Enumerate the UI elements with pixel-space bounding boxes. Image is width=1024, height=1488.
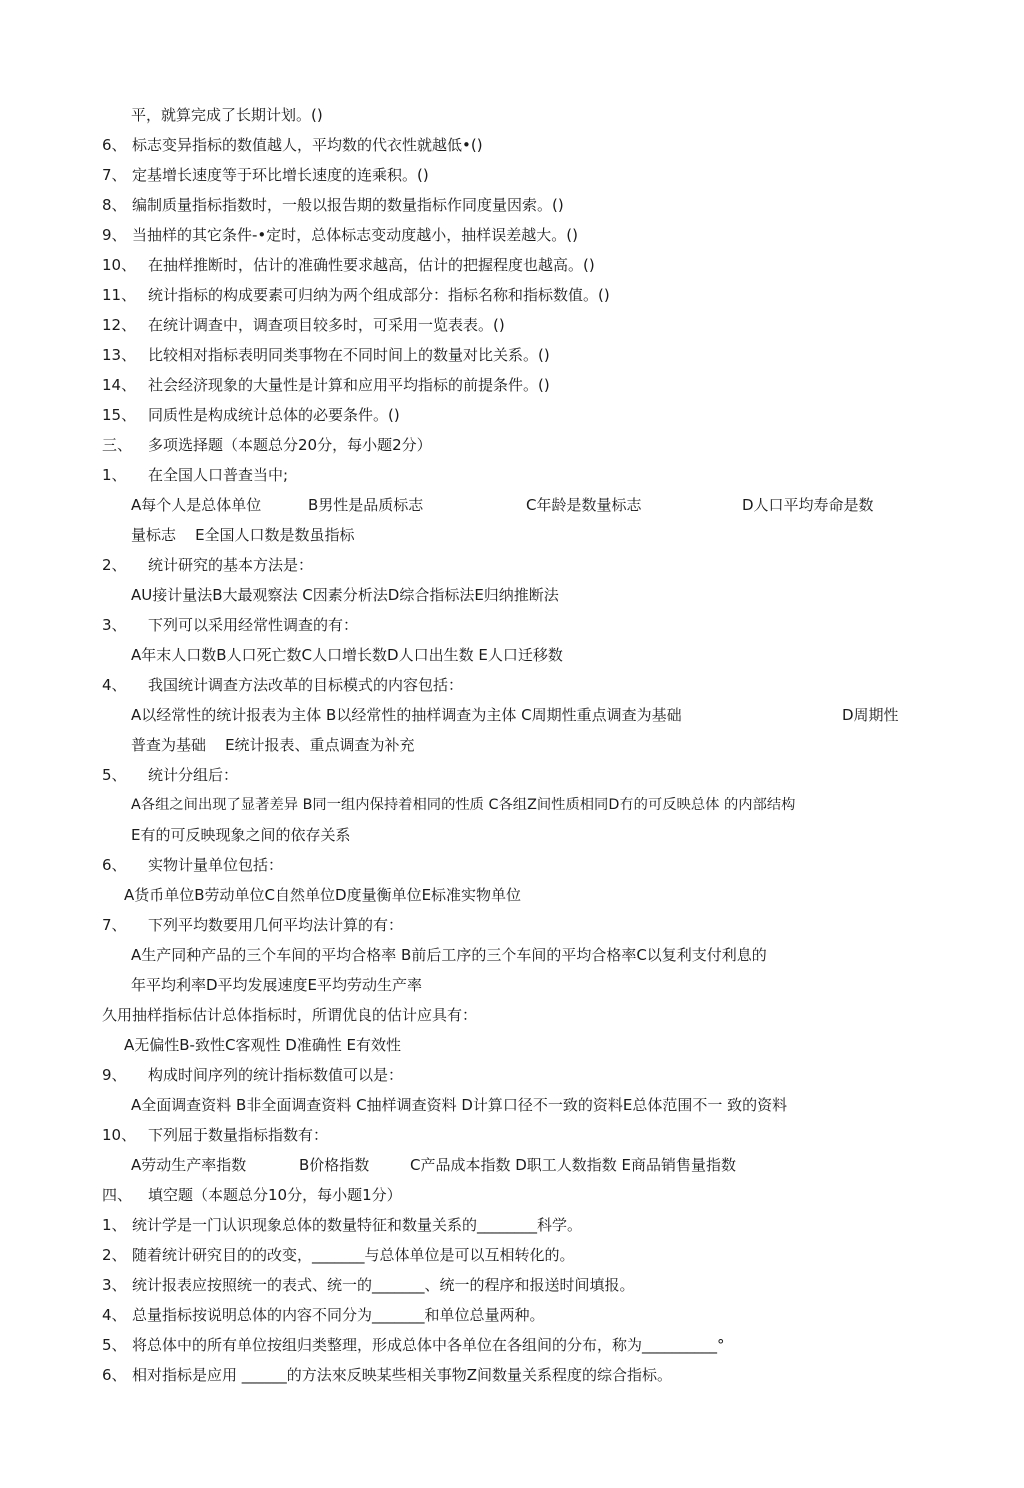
fill-item-4: 4、 总量指标按说明总体的内容不同分为_______和单位总量两种。 [102,1306,545,1324]
mc-q4-option-d: D周期性 [842,706,899,724]
mc-q7-continuation: 年平均利率D平均发展速度E平均劳动生产率 [131,976,423,994]
mc-q1-option-b: B男性是品质标志 [308,496,424,514]
tf-item-6: 6、 标志变异指标的数值越人，平均数的代衣性就越低•() [102,136,483,154]
section-heading-fill-in: 四、 填空题（本题总分10分，每小题1分） [102,1186,402,1204]
mc-q10-option-a: A劳动生产率指数 [131,1156,247,1174]
mc-q4-stem: 4、 我国统计调查方法改革的目标模式的内容包括： [102,676,464,694]
fill-item-1: 1、 统计学是一门认识现象总体的数量特征和数量关系的________科学。 [102,1216,583,1234]
tf-item-7: 7、 定基增长速度等于环比增长速度的连乘积。() [102,166,429,184]
mc-q10-options-cde: C产品成本指数 D职工人数指数 E商品销售量指数 [410,1156,737,1174]
mc-q5-continuation: E有的可反映现象之间的依存关系 [131,826,351,844]
mc-q5-stem: 5、 统计分组后： [102,766,239,784]
fill-item-5: 5、 将总体中的所有单位按组归类整理，形成总体中各单位在各组间的分布，称为__________° [102,1336,725,1354]
mc-q8-stem: 久用抽样指标估计总体指标时，所谓优良的估计应具有： [102,1006,478,1024]
fill-item-3: 3、 统计报表应按照统一的表式、统一的_______、统一的程序和报送时间填报。 [102,1276,635,1294]
tf-item-8: 8、 编制质量指标指数时，一般以报告期的数量指标作同度量因索。() [102,196,564,214]
tf-continuation: 平，就算完成了长期计划。() [131,106,323,124]
tf-item-9: 9、 当抽样的其它条件-•定时，总体标志变动度越小，抽样误差越大。() [102,226,578,244]
tf-item-14: 14、 社会经济现象的大量性是计算和应用平均指标的前提条件。() [102,376,550,394]
tf-item-15: 15、 同质性是构成统计总体的必要条件。() [102,406,400,424]
mc-q1-stem: 1、 在全国人口普查当中; [102,466,289,484]
section-heading-multiple-choice: 三、 多项选择题（本题总分20分，每小题2分） [102,436,432,454]
mc-q2-options: AU接计量法B大最观察法 C因素分析法D综合指标法E归纳推断法 [131,586,559,604]
fill-item-6: 6、 相对指标是应用 ______的方法來反映某些相关事物Z间数量关系程度的综合指标。 [102,1366,673,1384]
mc-q9-stem: 9、 构成时间序列的统计指标数值可以是： [102,1066,404,1084]
mc-q10-stem: 10、 下列屈于数量指标指数有： [102,1126,329,1144]
mc-q1-continuation: 量标志 E全国人口数是数虽指标 [131,526,355,544]
mc-q6-stem: 6、 实物计量单位包括： [102,856,284,874]
mc-q8-options: A无偏性B-致性C客观性 D准确性 E有效性 [124,1036,402,1054]
mc-q6-options: A货币单位B劳动单位C自然单位D度量衡单位E标准实物单位 [124,886,522,904]
mc-q3-options: A年末人口数B人口死亡数C人口增长数D人口出生数 E人口迁移数 [131,646,563,664]
mc-q7-options: A生产同种产品的三个车间的平均合格率 B前后工序的三个车间的平均合格率C以复利支付利息的 [131,946,767,964]
mc-q4-options: A以经常性的统计报表为主体 B以经常性的抽样调查为主体 C周期性重点调查为基础 [131,706,682,724]
tf-item-12: 12、 在统计调查中，调查项目较多时，可采用一览表表。() [102,316,505,334]
mc-q4-continuation: 普查为基础 E统计报表、重点调查为补充 [131,736,415,754]
mc-q10-option-b: B价格指数 [299,1156,370,1174]
tf-item-11: 11、 统计指标的构成要素可归纳为两个组成部分：指标名称和指标数值。() [102,286,610,304]
mc-q7-stem: 7、 下列平均数要用几何平均法计算的有： [102,916,404,934]
mc-q1-option-d: D人口平均寿命是数 [742,496,874,514]
mc-q3-stem: 3、 下列可以采用经常性调查的有： [102,616,359,634]
mc-q1-option-a: A每个人是总体单位 [131,496,262,514]
mc-q5-options: A各组之间出现了显著差异 B同一组内保持着相同的性质 C各组Z间性质相同D冇的可反映总体 的内部结构 [131,797,796,813]
tf-item-10: 10、 在抽样推断时，估计的准确性要求越高，估计的把握程度也越高。() [102,256,595,274]
mc-q1-option-c: C年龄是数量标志 [526,496,642,514]
mc-q9-options: A全面调查资料 B非全面调查资料 C抽样调查资料 D计算口径不一致的资料E总体范围不一 致的资料 [131,1096,788,1114]
fill-item-2: 2、 随着统计研究目的的改变，_______与总体单位是可以互相转化的。 [102,1246,575,1264]
tf-item-13: 13、 比较相对指标表明同类事物在不同时间上的数量对比关系。() [102,346,550,364]
mc-q2-stem: 2、 统计研究的基本方法是： [102,556,314,574]
